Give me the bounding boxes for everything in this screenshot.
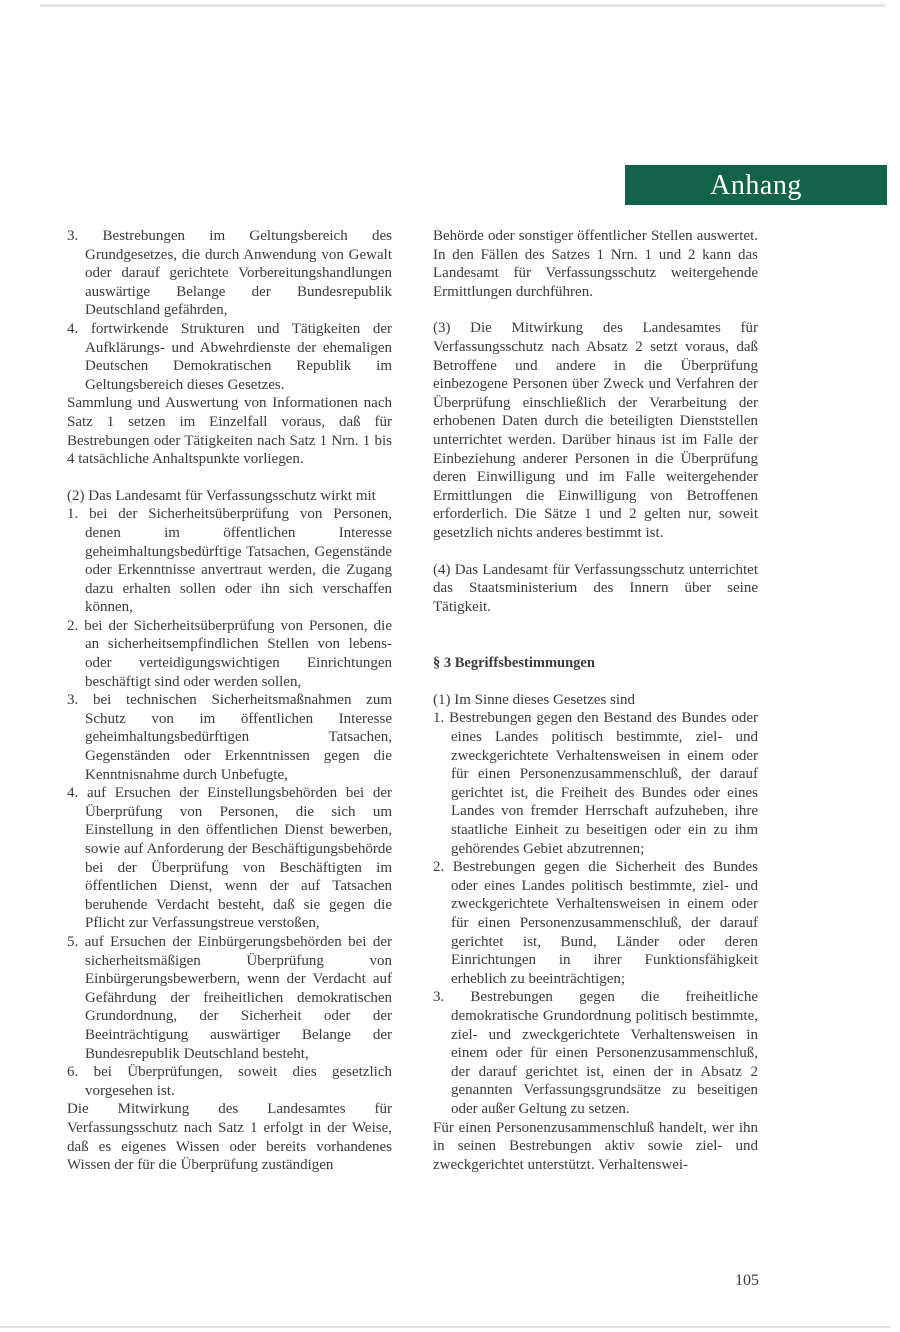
- list-item: 4. fortwirkende Strukturen und Tätigkeiten der Aufklärungs- und Abwehrdienste der ehemaligen Deutschen Demokratischen Republik im Geltungsbereich dieses Gesetzes.: [67, 320, 392, 393]
- paragraph: Für einen Personenzusammenschluß handelt, wer ihn in seinen Bestrebungen aktiv sowie ziel- und zweckgerichtet unterstützt. Verhaltenswei-: [433, 1119, 758, 1173]
- page-edge-bottom: [0, 1326, 890, 1328]
- right-text-column: [433, 227, 758, 1174]
- list-item: 2. bei der Sicherheitsüberprüfung von Personen, die an sicherheitsempfindlichen Stellen von lebens- oder verteidigungswichtigen Einrichtungen beschäftigt sind oder werden sollen,: [67, 617, 392, 690]
- list-item: 3. bei technischen Sicherheitsmaßnahmen zum Schutz von im öffentlichen Interesse geheimhaltungsbedürftigen Tatsachen, Gegenständen oder Erkenntnissen gegen die Kenntnisnahme durch Unbefugte,: [67, 692, 392, 783]
- paragraph: (1) Im Sinne dieses Gesetzes sind: [433, 691, 636, 708]
- left-text-column: [67, 227, 392, 1175]
- section-header-band: [625, 165, 887, 205]
- paragraph: (4) Das Landesamt für Verfassungsschutz unterrichtet das Staatsministerium des Innern über seine Tätigkeit.: [433, 561, 758, 615]
- list-item: 5. auf Ersuchen der Einbürgerungsbehörden bei der sicherheitsmäßigen Überprüfung von Einbürgerungsbewerbern, wenn der Verdacht auf Gefährdung der freiheitlichen demokratischen Grundordnung, der Sicherheit oder der Beeinträchtigung auswärtiger Belange der Bundesrepublik Deutschland besteht,: [67, 933, 392, 1062]
- paragraph: Sammlung und Auswertung von Informationen nach Satz 1 setzen im Einzelfall voraus, daß für Bestrebungen oder Tätigkeiten nach Satz 1 Nrn. 1 bis 4 tatsächliche Anhaltspunkte vorliegen.: [67, 395, 392, 468]
- list-item: 4. auf Ersuchen der Einstellungsbehörden bei der Überprüfung von Personen, die sich um Einstellung in den öffentlichen Dienst bewerben, sowie auf Anforderung der Beschäftigungsbehörde bei der Überprüfung von Beschäftigten im öffentlichen Dienst, wenn der auf Tatsachen beruhende Verdacht besteht, daß sie gegen die Pflicht zur Verfassungstreue verstoßen,: [67, 785, 392, 932]
- list-item: 6. bei Überprüfungen, soweit dies gesetzlich vorgesehen ist.: [67, 1064, 392, 1099]
- list-item: 3. Bestrebungen im Geltungsbereich des Grundgesetzes, die durch Anwendung von Gewalt oder darauf gerichtete Vorbereitungshandlungen auswärtige Belange der Bundesrepublik Deutschland gefährden,: [67, 228, 392, 319]
- paragraph: (2) Das Landesamt für Verfassungsschutz wirkt mit: [67, 487, 376, 504]
- page-number: 105: [735, 1272, 759, 1289]
- paragraph: Behörde oder sonstiger öffentlicher Stellen auswertet. In den Fällen des Satzes 1 Nrn. 1 und 2 kann das Landesamt für Verfassungsschutz weitergehende Ermittlungen durchführen.: [433, 228, 758, 300]
- list-item: 1. bei der Sicherheitsüberprüfung von Personen, denen im öffentlichen Interesse geheimhaltungsbedürftige Tatsachen, Gegenstände oder Erkenntnisse anvertraut werden, die Zugang dazu erhalten sollen oder ihn sich verschaffen können,: [67, 506, 392, 616]
- section-heading: § 3 Begriffsbestimmungen: [433, 655, 595, 672]
- paragraph: Die Mitwirkung des Landesamtes für Verfassungsschutz nach Satz 1 erfolgt in der Weise, daß es eigenes Wissen oder bereits vorhandenes Wissen der für die Überprüfung zuständigen: [67, 1101, 392, 1174]
- list-item: 3. Bestrebungen gegen die freiheitliche demokratische Grundordnung politisch bestimmte, ziel- und zweckgerichtete Verhaltensweisen in einem oder für einen Personenzusammenschluß, der darauf gerichtet ist, einen der in Absatz 2 genannten Verfassungsgrundsätze zu beseitigen oder außer Geltung zu setzen.: [433, 989, 758, 1117]
- paragraph: (3) Die Mitwirkung des Landesamtes für Verfassungsschutz nach Absatz 2 setzt voraus, daß Betroffene und andere in die Überprüfung einbezogene Personen über Zweck und Verfahren der Überprüfung einschließlich der Verarbeitung der erhobenen Daten durch die beteiligten Dienststellen unterrichtet werden. Darüber hinaus ist im Falle der Einbeziehung anderer Personen in die Überprüfung deren Einwilligung und im Falle weitergehender Ermittlungen die Einwilligung von Betroffenen erforderlich. Die Sätze 1 und 2 gelten nur, soweit gesetzlich nichts anderes bestimmt ist.: [433, 320, 758, 541]
- page-edge-top: [40, 4, 885, 7]
- list-item: 1. Bestrebungen gegen den Bestand des Bundes oder eines Landes politisch bestimmte, ziel- und zweckgerichtete Verhaltensweisen in einem oder für einen Personenzusammenschluß, der darauf gerichtet ist, die Freiheit des Bundes oder eines Landes von fremder Herrschaft aufzuheben, ihre staatliche Einheit zu beseitigen oder ein zu ihm gehörendes Gebiet abzutrennen;: [433, 710, 758, 857]
- section-header-title: Anhang: [710, 170, 802, 201]
- list-item: 2. Bestrebungen gegen die Sicherheit des Bundes oder eines Landes politisch bestimmte, ziel- und zweckgerichtete Verhaltensweisen in einem oder für einen Personenzusammenschluß, der darauf gerichtet ist, Bund, Länder oder deren Einrichtungen in ihrer Funktionsfähigkeit erheblich zu beeinträchtigen;: [433, 859, 758, 987]
